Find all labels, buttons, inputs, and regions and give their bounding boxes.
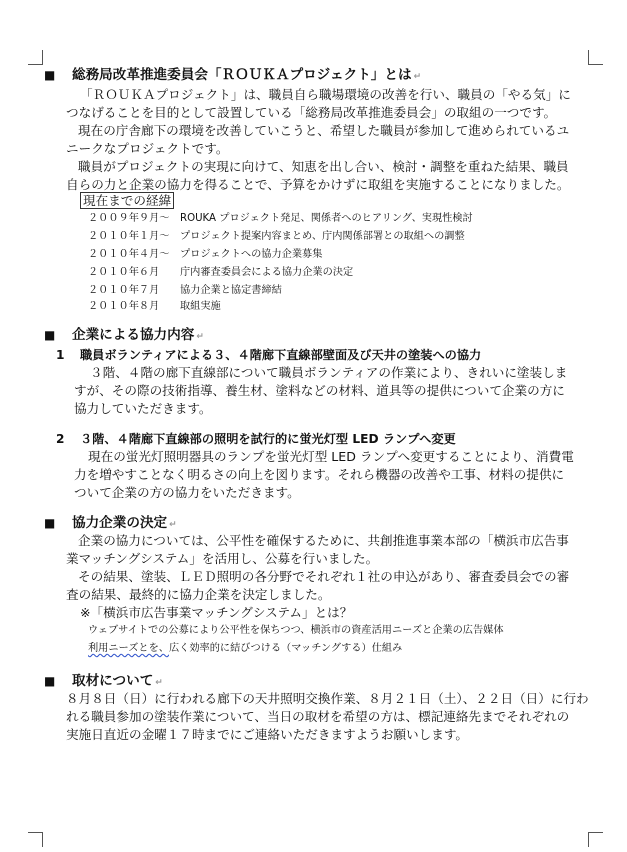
history-text: プロジェクトへの協力企業募集 bbox=[180, 249, 323, 260]
paragraph-line: 「ＲＯＵＫＡプロジェクト」は、職員自ら職場環境の改善を行い、職員の「やる気」に bbox=[80, 87, 571, 102]
paragraph-line: 査の結果、最終的に協力企業を決定しました。 bbox=[66, 587, 331, 602]
history-text: ROUKA プロジェクト発足、関係者へのヒアリング、実現性検討 bbox=[180, 213, 473, 224]
paragraph-line: すが、その際の技術指導、養生材、塗料などの材料、道具等の提供について企業の方に bbox=[74, 383, 565, 398]
item-number: 2 bbox=[56, 432, 65, 446]
paragraph-line: 現在の蛍光灯照明器具のランプを蛍光灯型 LED ランプへ変更することにより、消費電 bbox=[88, 449, 574, 464]
note-highlight-text: 利用ニーズとを、 bbox=[88, 643, 169, 654]
paragraph-line: 実施日直近の金曜１７時までにご連絡いただきますようお願いします。 bbox=[66, 727, 468, 742]
history-label bbox=[80, 192, 174, 210]
section-title-text: 協力企業の決定 bbox=[72, 515, 168, 531]
crop-mark-top-right bbox=[588, 50, 603, 65]
note-title: ※「横浜市広告事業マッチングシステム」とは？ bbox=[80, 605, 353, 620]
paragraph-line: 業マッチングシステム」を活用し、公募を行いました。 bbox=[66, 551, 379, 566]
section-title-decision bbox=[72, 514, 177, 534]
history-date: ２００９年９月～ bbox=[88, 213, 170, 224]
item-title: 職員ボランティアによる３、４階廊下直線部壁面及び天井の塗装への協力 bbox=[80, 348, 482, 362]
item-number: 1 bbox=[56, 348, 65, 362]
paragraph-mark-icon: ↵ bbox=[155, 678, 163, 688]
section-title-text: 総務局改革推進委員会「ＲＯＵＫＡプロジェクト」とは bbox=[72, 67, 412, 83]
paragraph-line: ニークなプロジェクトです。 bbox=[66, 141, 229, 156]
paragraph-line: 協力していただきます。 bbox=[74, 401, 212, 416]
section-bullet: ■ bbox=[44, 328, 56, 342]
crop-mark-top-left bbox=[28, 50, 43, 65]
crop-mark-bottom-right bbox=[588, 832, 603, 847]
history-text: 協力企業と協定書締結 bbox=[180, 285, 282, 296]
section-title-rouka bbox=[72, 66, 421, 86]
note-line-rest: 広く効率的に結びつける（マッチングする）仕組み bbox=[169, 643, 403, 654]
history-date: ２０１０年１月～ bbox=[88, 231, 170, 242]
paragraph-line: ついて企業の方の協力をいただきます。 bbox=[74, 485, 300, 500]
section-title-coverage bbox=[72, 672, 163, 692]
history-date: ２０１０年８月 bbox=[88, 301, 160, 312]
history-text: プロジェクト提案内容まとめ、庁内関係部署との取組への調整 bbox=[180, 231, 465, 242]
section-bullet: ■ bbox=[44, 674, 56, 688]
section-title-text: 取材について bbox=[72, 673, 154, 689]
history-label-text: 現在までの経緯 bbox=[80, 192, 174, 209]
paragraph-line: つなげることを目的として設置している「総務局改革推進委員会」の取組の一つです。 bbox=[66, 105, 557, 120]
paragraph-line: ８月８日（日）に行われる廊下の天井照明交換作業、８月２１日（土）、２２日（日）に行わ bbox=[66, 691, 589, 706]
history-date: ２０１０年７月 bbox=[88, 285, 160, 296]
note-line bbox=[88, 640, 402, 658]
section-title-cooperation bbox=[72, 326, 204, 346]
crop-mark-bottom-left bbox=[28, 832, 43, 847]
paragraph-line: 現在の庁舎廊下の環境を改善していこうと、希望した職員が参加して進められているユ bbox=[78, 123, 570, 138]
paragraph-line: その結果、塗装、ＬＥＤ照明の各分野でそれぞれ１社の申込があり、審査委員会での審 bbox=[78, 569, 570, 584]
item-title: ３階、４階廊下直線部の照明を試行的に蛍光灯型 LED ランプへ変更 bbox=[80, 432, 456, 446]
history-date: ２０１０年４月～ bbox=[88, 249, 170, 260]
paragraph-line: 力を増やすことなく明るさの向上を図ります。それら機器の改善や工事、材料の提供に bbox=[74, 467, 565, 482]
history-date: ２０１０年６月 bbox=[88, 267, 160, 278]
paragraph-mark-icon: ↵ bbox=[196, 332, 204, 342]
note-line: ウェブサイトでの公募により公平性を保ちつつ、横浜市の資産活用ニーズと企業の広告媒体 bbox=[88, 625, 504, 636]
section-bullet: ■ bbox=[44, 68, 56, 82]
paragraph-line: 職員がプロジェクトの実現に向けて、知恵を出し合い、検討・調整を重ねた結果、職員 bbox=[78, 159, 569, 174]
paragraph-line: れる職員参加の塗装作業について、当日の取材を希望の方は、標記連絡先までそれぞれの bbox=[66, 709, 570, 724]
paragraph-mark-icon: ↵ bbox=[413, 72, 422, 82]
paragraph-mark-icon: ↵ bbox=[169, 520, 177, 530]
paragraph-line: 自らの力と企業の協力を得ることで、予算をかけずに取組を実施することになりました。 bbox=[66, 177, 570, 192]
paragraph-line: 企業の協力については、公平性を確保するために、共創推進事業本部の「横浜市広告事 bbox=[78, 533, 569, 548]
paragraph-line: ３階、４階の廊下直線部について職員ボランティアの作業により、きれいに塗装しま bbox=[90, 365, 568, 380]
history-text: 庁内審査委員会による協力企業の決定 bbox=[180, 267, 354, 278]
section-bullet: ■ bbox=[44, 516, 56, 530]
history-text: 取組実施 bbox=[180, 301, 221, 312]
section-title-text: 企業による協力内容 bbox=[72, 327, 195, 343]
